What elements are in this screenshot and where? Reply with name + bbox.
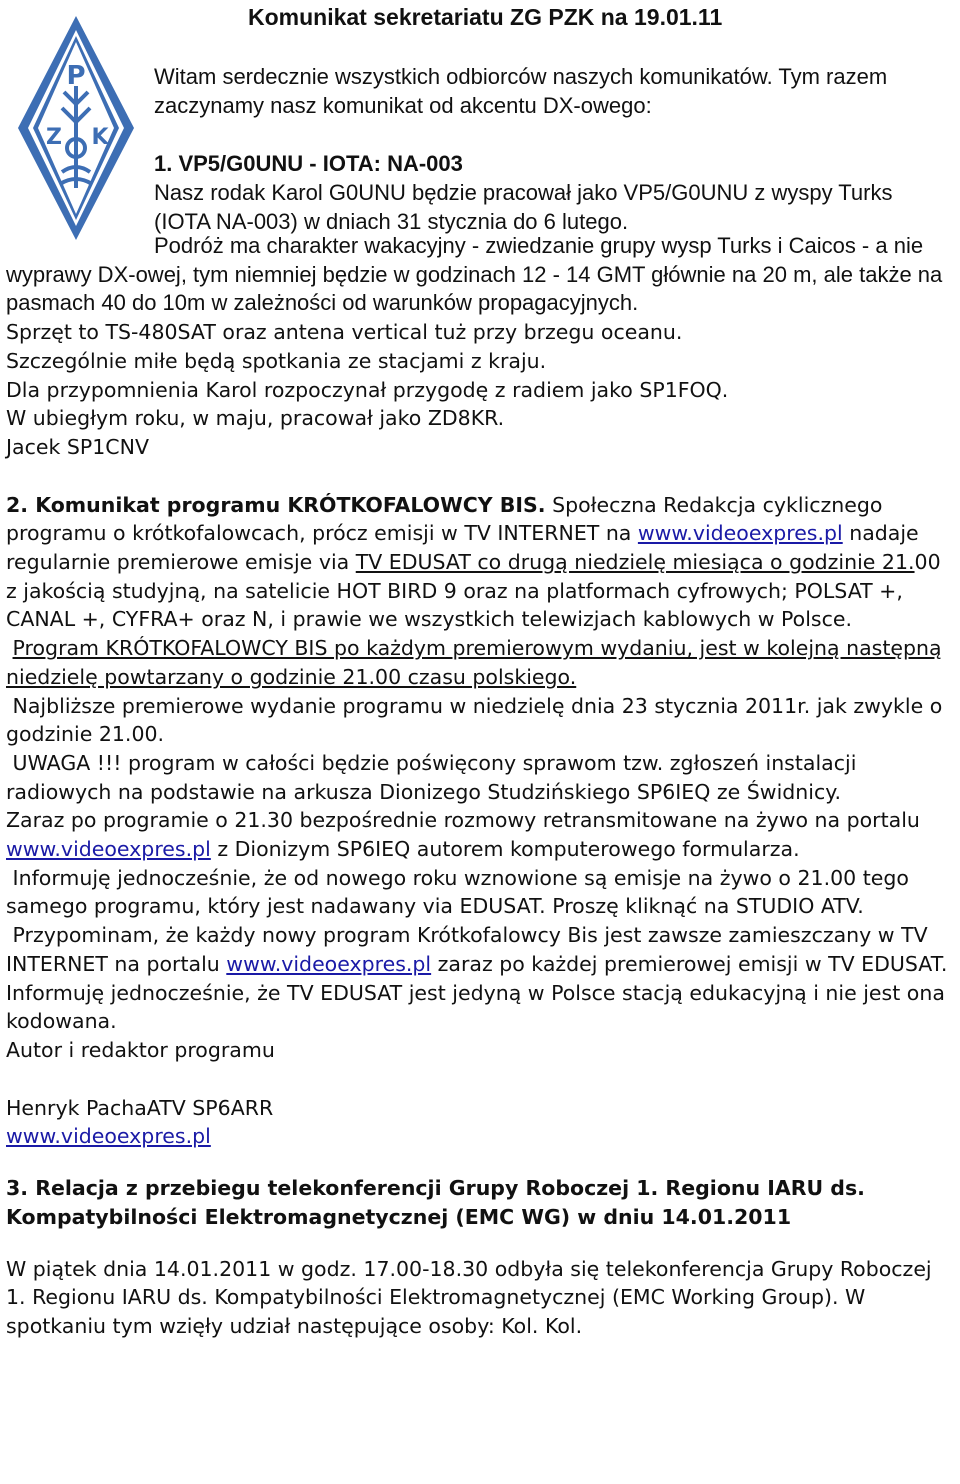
section2-paragraph5 xyxy=(6,806,956,863)
logo-letter-z: Z xyxy=(46,125,62,150)
main-content xyxy=(6,232,956,1341)
section2-p1-a: Społeczna Redakcja cyklicznego programu o krótkofalowcach, prócz emisji w TV INTERNET na xyxy=(6,492,883,546)
meetings-line: Szczególnie miłe będą spotkania ze stacjami z kraju. xyxy=(6,348,547,373)
logo-letter-p: P xyxy=(66,61,86,91)
equipment-line: Sprzęt to TS-480SAT oraz antena vertical tuż przy brzegu oceanu. xyxy=(6,320,683,345)
reminder-line: Dla przypomnienia Karol rozpoczynał przygodę z radiem jako SP1FOQ. xyxy=(6,377,729,402)
author-label: Autor i redaktor programu xyxy=(6,1037,275,1062)
item1-paragraph: Nasz rodak Karol G0UNU będzie pracował jako VP5/G0UNU z wyspy Turks (IOTA NA-003) w dniach 31 stycznia do 6 lutego. xyxy=(154,180,893,234)
section2-heading: 2. Komunikat programu KRÓTKOFALOWCY BIS. xyxy=(6,492,546,517)
signature-jacek: Jacek SP1CNV xyxy=(6,434,149,459)
section2-p1-c: 00 z jakością studyjną, na satelicie HOT BIRD 9 oraz na platformach cyfrowych; POLSAT +, CANAL +, CYFRA+ oraz N, i prawie we wszystkich telewizjach kablowych w Polsce. xyxy=(6,550,941,632)
videoexpres-link-2[interactable]: www.videoexpres.pl xyxy=(6,837,211,862)
section2-paragraph2 xyxy=(6,634,956,691)
section2-paragraph6 xyxy=(6,864,956,921)
videoexpres-link[interactable]: www.videoexpres.pl xyxy=(637,521,843,546)
section2-paragraph1 xyxy=(6,491,956,635)
pzk-diamond-emblem xyxy=(14,12,138,244)
section2-p2-underlined: Program KRÓTKOFALOWCY BIS po każdym premierowym wydaniu, jest w kolejną następną niedzielę powtarzany o godzinie 21.00 czasu polskiego. xyxy=(6,636,942,689)
intro-block xyxy=(154,62,954,236)
section2-paragraph3 xyxy=(6,692,956,749)
trip-paragraph: Podróż ma charakter wakacyjny - zwiedzanie grupy wysp Turks i Caicos - a nie wyprawy DX-owej, tym niemniej będzie w godzinach 12 - 14 GMT głównie na 20 m, ale także na pasmach 40 do 10m w zależności od warunków propagacyjnych. xyxy=(6,233,943,316)
section2-paragraph4 xyxy=(6,749,956,806)
item1-heading: 1. VP5/G0UNU - IOTA: NA-003 xyxy=(154,151,463,176)
author-link-line xyxy=(6,1122,956,1151)
greeting-paragraph: Witam serdecznie wszystkich odbiorców naszych komunikatów. Tym razem zaczynamy nasz komunikat od akcentu DX-owego: xyxy=(154,64,888,118)
section2-p5-b: z Dionizym SP6IEQ autorem komputerowego formularza. xyxy=(210,837,800,862)
section2-p1-b: nadaje regularnie premierowe emisje via xyxy=(6,521,919,575)
pzk-logo xyxy=(14,12,138,244)
section2-p7-a: Przypominam, że każdy nowy program Krótkofalowcy Bis jest zawsze zamieszczany w TV INTERNET na portalu xyxy=(6,923,928,976)
videoexpres-link-3[interactable]: www.videoexpres.pl xyxy=(226,951,432,976)
logo-letter-k: K xyxy=(91,125,109,150)
section2-paragraph7 xyxy=(6,921,956,1036)
page-title: Komunikat sekretariatu ZG PZK na 19.01.11 xyxy=(248,4,723,30)
last-year-line: W ubiegłym roku, w maju, pracował jako ZD8KR. xyxy=(6,406,505,431)
section2-p3-text: Najbliższe premierowe wydanie programu w niedzielę dnia 23 stycznia 2011r. jak zwykle o godzinie 21.00. xyxy=(6,693,943,747)
section2-p4-text: UWAGA !!! program w całości będzie poświęcony sprawom tzw. zgłoszeń instalacji radiowych na podstawie na arkusza Dionizego Studzińskiego SP6IEQ ze Świdnicy. xyxy=(6,750,857,804)
section2-p6-text: Informuję jednocześnie, że od nowego roku wznowione są emisje na żywo o 21.00 tego samego programu, który jest nadawany via EDUSAT. Proszę kliknąć na STUDIO ATV. xyxy=(6,865,909,919)
section2-p5-a: Zaraz po programie o 21.30 bezpośrednie rozmowy retransmitowane na żywo na portalu xyxy=(6,808,920,833)
section3-paragraph1: W piątek dnia 14.01.2011 w godz. 17.00-18.30 odbyła się telekonferencja Grupy Roboczej 1. Regionu IARU ds. Kompatybilności Elektromagnetycznej (EMC Working Group). W spotkaniu tym wzięły udział następujące osoby: Kol. Kol. xyxy=(6,1256,932,1338)
section3-heading: 3. Relacja z przebiegu telekonferencji Grupy Roboczej 1. Regionu IARU ds. Kompatybilności Elektromagnetycznej (EMC WG) w dniu 14.01.2011 xyxy=(6,1176,865,1229)
section2-p7-b: zaraz po każdej premierowej emisji w TV EDUSAT. Informuję jednocześnie, że TV EDUSAT jest jedyną w Polsce stacją edukacyjną i nie jest ona kodowana. xyxy=(6,951,948,1034)
author-name: Henryk PachaATV SP6ARR xyxy=(6,1095,274,1120)
videoexpres-link-4[interactable]: www.videoexpres.pl xyxy=(6,1124,211,1149)
section2-p1-underlined: TV EDUSAT co drugą niedzielę miesiąca o godzinie 21. xyxy=(355,550,915,575)
